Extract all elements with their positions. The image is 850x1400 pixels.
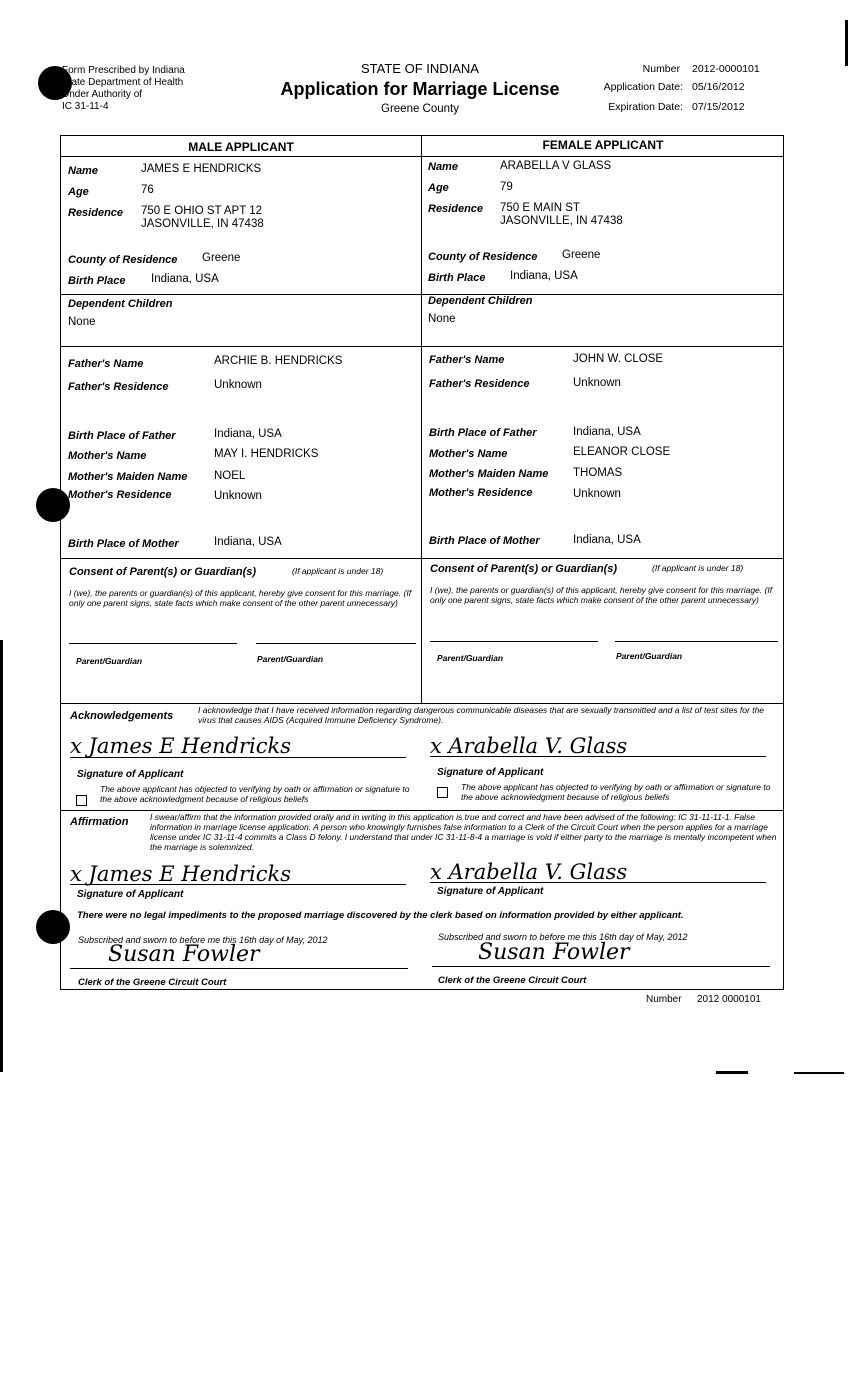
male-mother-name-label: Mother's Name	[68, 450, 147, 462]
male-consent-label: Consent of Parent(s) or Guardian(s)	[69, 566, 257, 578]
male-objected-checkbox[interactable]	[76, 795, 87, 806]
female-mother-name-label: Mother's Name	[429, 448, 508, 460]
acknowledgement-text: I acknowledge that I have received information regarding dangerous communicable diseases that are sexually transmitted and a list of test sites for the virus that causes AIDS (Acquired Immune Deficiency Syndrome).	[198, 705, 765, 725]
scan-mark	[716, 1071, 748, 1074]
male-consent-text: I (we), the parents or guardian(s) of this applicant, hereby give consent for this marriage. (If only one parent signs, state facts which make consent of the other parent unnecessary)	[69, 588, 412, 608]
female-age: 79	[500, 181, 513, 193]
female-county: Greene	[562, 249, 601, 261]
female-birth-father-label: Birth Place of Father	[429, 427, 537, 439]
male-ack-signature: x James E Hendricks	[70, 734, 291, 758]
female-dependent-label: Dependent Children	[428, 295, 533, 307]
female-ack-signature: x Arabella V. Glass	[430, 734, 628, 758]
female-clerk-label: Clerk of the Greene Circuit Court	[438, 975, 587, 986]
female-age-label: Age	[428, 182, 449, 194]
female-parent-guardian-1: Parent/Guardian	[437, 653, 504, 663]
female-parent-guardian-2: Parent/Guardian	[616, 651, 683, 661]
male-objected-text: The above applicant has objected to verifying by oath or affirmation or signature to the above acknowledgment because of religious beliefs	[100, 784, 410, 804]
male-birth-father: Indiana, USA	[214, 428, 282, 440]
male-mother-res: Unknown	[214, 490, 262, 502]
male-clerk-label: Clerk of the Greene Circuit Court	[78, 977, 227, 988]
prescribed-line: State Department of Health	[62, 77, 184, 88]
male-birth-mother: Indiana, USA	[214, 536, 282, 548]
male-parent-guardian-2: Parent/Guardian	[257, 654, 324, 664]
male-county-label: County of Residence	[68, 254, 178, 266]
exp-date-label: Expiration Date:	[608, 101, 683, 113]
male-dependent-label: Dependent Children	[68, 298, 173, 310]
male-parent-guardian-1: Parent/Guardian	[76, 656, 143, 666]
female-father-res-label: Father's Residence	[429, 378, 530, 390]
female-birthplace: Indiana, USA	[510, 270, 578, 282]
male-birth-mother-label: Birth Place of Mother	[68, 538, 179, 550]
header-county: Greene County	[381, 103, 459, 115]
female-affirm-sig-label: Signature of Applicant	[437, 886, 544, 897]
female-heading: FEMALE APPLICANT	[542, 138, 664, 152]
female-consent-note: (If applicant is under 18)	[652, 563, 744, 573]
edge-mark	[845, 20, 848, 66]
male-consent-note: (If applicant is under 18)	[292, 566, 384, 576]
app-date-label: Application Date:	[603, 81, 683, 93]
female-objected-text: The above applicant has objected to verifying by oath or affirmation or signature to the above acknowledgment because of religious beliefs	[461, 782, 771, 802]
male-county: Greene	[202, 252, 241, 264]
male-father-name: ARCHIE B. HENDRICKS	[214, 355, 343, 367]
male-ack-sig-label: Signature of Applicant	[77, 769, 184, 780]
female-name-label: Name	[428, 161, 458, 173]
exp-date-value: 07/15/2012	[692, 101, 745, 113]
male-heading: MALE APPLICANT	[188, 140, 294, 154]
female-father-name-label: Father's Name	[429, 354, 505, 366]
number-value: 2012-0000101	[692, 63, 760, 75]
impediments-text: There were no legal impediments to the proposed marriage discovered by the clerk based on information provided by either applicant.	[77, 910, 684, 921]
female-father-name: JOHN W. CLOSE	[573, 353, 664, 365]
male-residence-label: Residence	[68, 207, 124, 219]
male-age: 76	[141, 184, 154, 196]
prescribed-line: IC 31-11-4	[62, 101, 109, 112]
acknowledgements-label: Acknowledgements	[70, 710, 174, 722]
male-father-name-label: Father's Name	[68, 358, 144, 370]
male-mother-maiden-label: Mother's Maiden Name	[68, 471, 188, 483]
female-name: ARABELLA V GLASS	[500, 160, 612, 172]
male-mother-res-label: Mother's Residence	[68, 489, 172, 501]
male-father-res-label: Father's Residence	[68, 381, 169, 393]
female-clerk-signature: Susan Fowler	[478, 940, 630, 965]
female-mother-res: Unknown	[573, 488, 621, 500]
male-affirm-sig-label: Signature of Applicant	[77, 889, 184, 900]
female-residence-line1: 750 E MAIN ST	[500, 202, 580, 214]
male-name: JAMES E HENDRICKS	[141, 163, 262, 175]
footer-number-label: Number	[646, 994, 682, 1005]
prescribed-line: Form Prescribed by Indiana	[62, 65, 185, 76]
female-mother-res-label: Mother's Residence	[429, 487, 533, 499]
female-birth-mother: Indiana, USA	[573, 534, 641, 546]
female-birthplace-label: Birth Place	[428, 272, 486, 284]
footer-number: 2012 0000101	[697, 994, 761, 1005]
female-dependent: None	[428, 313, 456, 325]
female-residence-line2: JASONVILLE, IN 47438	[500, 215, 623, 227]
female-birth-mother-label: Birth Place of Mother	[429, 535, 540, 547]
female-father-res: Unknown	[573, 377, 621, 389]
female-mother-maiden-label: Mother's Maiden Name	[429, 468, 549, 480]
male-dependent: None	[68, 316, 96, 328]
male-name-label: Name	[68, 165, 98, 177]
female-mother-name: ELEANOR CLOSE	[573, 446, 671, 458]
male-subscribed-text: Subscribed and sworn to before me this 16th day of May, 2012	[78, 935, 328, 945]
affirmation-text: I swear/affirm that the information provided orally and in writing in this application is true and correct and have been advised of the following: IC 31-11-11-1. False information in marriage license application. A person who knowingly furnishes false information to a Clerk of the Circuit Court when the person applies for a marriage license under IC 31-11-4 commits a Class D felony. I understand that under IC 31-11-8-4 a marriage is void if either party to the marriage is mentally incompetent when the marriage is solemnized.	[150, 812, 777, 852]
female-ack-sig-label: Signature of Applicant	[437, 767, 544, 778]
male-father-res: Unknown	[214, 379, 262, 391]
male-affirm-signature: x James E Hendricks	[70, 862, 291, 886]
male-birthplace-label: Birth Place	[68, 275, 126, 287]
page-title: Application for Marriage License	[280, 79, 560, 99]
edge-mark	[0, 640, 3, 1072]
female-objected-checkbox[interactable]	[437, 787, 448, 798]
male-birth-father-label: Birth Place of Father	[68, 430, 176, 442]
app-date-value: 05/16/2012	[692, 81, 745, 93]
female-consent-text: I (we), the parents or guardian(s) of this applicant, hereby give consent for this marriage. (If only one parent signs, state facts which make consent of the other parent unnecessary)	[430, 585, 773, 605]
center-divider	[421, 135, 422, 703]
male-birthplace: Indiana, USA	[151, 273, 219, 285]
prescribed-line: Under Authority of	[62, 89, 143, 100]
male-residence-line1: 750 E OHIO ST APT 12	[141, 205, 263, 217]
male-residence-line2: JASONVILLE, IN 47438	[141, 218, 264, 230]
female-birth-father: Indiana, USA	[573, 426, 641, 438]
male-clerk-signature: Susan Fowler	[108, 942, 260, 967]
female-affirm-signature: x Arabella V. Glass	[430, 860, 628, 884]
male-mother-name: MAY I. HENDRICKS	[214, 448, 319, 460]
female-county-label: County of Residence	[428, 251, 538, 263]
male-age-label: Age	[68, 186, 89, 198]
header-state: STATE OF INDIANA	[361, 61, 479, 76]
female-consent-label: Consent of Parent(s) or Guardian(s)	[430, 563, 618, 575]
prescribed-block	[62, 65, 185, 113]
scan-mark	[794, 1072, 844, 1074]
female-mother-maiden: THOMAS	[573, 467, 623, 479]
male-mother-maiden: NOEL	[214, 470, 246, 482]
number-label: Number	[642, 63, 680, 75]
female-subscribed-text: Subscribed and sworn to before me this 16th day of May, 2012	[438, 932, 688, 942]
female-residence-label: Residence	[428, 203, 484, 215]
affirmation-label: Affirmation	[70, 816, 129, 828]
